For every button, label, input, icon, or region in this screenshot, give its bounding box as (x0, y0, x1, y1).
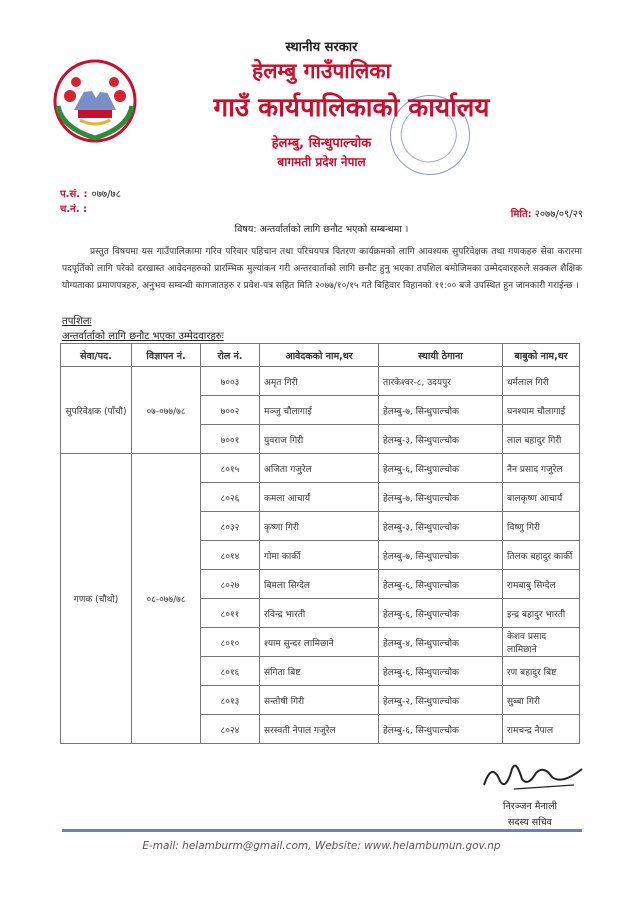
post-cell: गणक (चौथो) (61, 454, 132, 744)
signature-scribble (478, 755, 588, 795)
address-cell: हेलम्बु-६, सिन्धुपाल्चोक (379, 454, 503, 483)
letter-date (511, 206, 583, 220)
roll-cell: ८०११ (201, 599, 260, 628)
table-caption: अन्तर्वार्ताको लागि छनौट भएका उम्मेदवारहरुः (62, 331, 224, 342)
roll-cell: ८०१५ (201, 454, 260, 483)
father-cell: घनश्याम चौलागाई (503, 396, 580, 425)
government-label: स्थानीय सरकार (285, 40, 358, 55)
address-cell: हेलम्बु-७, सिन्धुपाल्चोक (379, 541, 503, 570)
date-value: २०७७/०९/२९ (534, 209, 583, 220)
father-cell: लाल बहादुर गिरी (503, 425, 580, 454)
name-cell: मञ्जु चौलागाई (260, 396, 379, 425)
letter-subject: विषय: अन्तर्वार्ताको लागि छनौट भएको सम्बन्धमा । (234, 224, 409, 235)
address-cell: हेलम्बु-६, सिन्धुपाल्चोक (379, 570, 503, 599)
dispatch-number (60, 201, 91, 215)
ref-pasa-value: ०७७/७८ (91, 189, 121, 200)
roll-cell: ८०१० (201, 628, 260, 657)
address-cell: हेलम्बु-२, सिन्धुपाल्चोक (379, 686, 503, 715)
address-cell: हेलम्बु-६, सिन्धुपाल्चोक (379, 599, 503, 628)
name-cell: गोमा कार्की (260, 541, 379, 570)
header-address: स्थायी ठेगाना (379, 344, 503, 367)
header-name: आवेदकको नाम,थर (260, 344, 379, 367)
address-line-2: बागमती प्रदेश नेपाल (277, 155, 366, 169)
father-cell: विष्णु गिरी (503, 512, 580, 541)
table-header-row (61, 344, 580, 367)
letter-body: प्रस्तुत विषयमा यस गाउँपालिकामा गरिव परिवार पहिचान तथा परिचयपत्र वितरण कार्यक्रमको लागि आवश्यक सुपरिवेक्षक तथा गणकहरु सेवा करारमा पदपूर्तिको लागि परेको दरखास्त आवेदनहरुको प्रारम्भिक मुल्यांकन गरी अन्तरवार्ताको लागि छनौट हुनु भएका तपशिल बमोजिमका उम्मेदवारहरुले सक्कल शैक्षिक योग्यताका प्रमाणपत्रहरु, अनुभव सम्वन्धी कागजातहरु र प्रवेश-पत्र सहित मिति २०७७/१०/१५ गते बिहिवार विहानको ११:०० बजे उपस्थित हुन जानकारी गराईन्छ । (62, 247, 582, 291)
father-cell: सुब्बा गिरी (503, 686, 580, 715)
name-cell: कृष्णा गिरी (260, 512, 379, 541)
father-cell: धर्मलाल गिरी (503, 367, 580, 396)
reference-number (60, 186, 121, 200)
name-cell: संगिता बिष्ट (260, 657, 379, 686)
name-cell: सन्तोषी गिरी (260, 686, 379, 715)
father-cell: तिलक बहादुर कार्की (503, 541, 580, 570)
father-cell: रामबाबु सिग्देल (503, 570, 580, 599)
roll-cell: ८०२७ (201, 570, 260, 599)
address-cell: हेलम्बु-३, सिन्धुपाल्चोक (379, 425, 503, 454)
table-row (61, 367, 580, 396)
roll-cell: ८०१३ (201, 686, 260, 715)
address-cell: हेलम्बु-६, सिन्धुपाल्चोक (379, 715, 503, 744)
tapsil-label: तपशिलः (62, 316, 92, 327)
address-cell: हेलम्बु-६, सिन्धुपाल्चोक (379, 657, 503, 686)
father-cell: नैन प्रसाद गजुरेल (503, 454, 580, 483)
address-cell: हेलम्बु-४, सिन्धुपाल्चोक (379, 628, 503, 657)
ad-no-cell: ०८-०७७/७८ (132, 454, 201, 744)
address-cell: हेलम्बु-७, सिन्धुपाल्चोक (379, 483, 503, 512)
roll-cell: ८०१६ (201, 657, 260, 686)
address-cell: हेलम्बु-७, सिन्धुपाल्चोक (379, 396, 503, 425)
father-cell: रामचन्द्र नेपाल (503, 715, 580, 744)
roll-cell: ७००१ (201, 425, 260, 454)
footer-contact: E-mail: helamburm@gmail.com, Website: www.helambumun.gov.np (142, 840, 501, 852)
roll-cell: ७००२ (201, 396, 260, 425)
table-row (61, 454, 580, 483)
address-line-1: हेलम्बु, सिन्धुपाल्चोक (271, 136, 372, 151)
signatory-name: निरञ्जन मैनाली (502, 801, 558, 812)
date-label: मिति: (510, 209, 532, 220)
header-roll: रोल नं. (201, 344, 260, 367)
footer-divider (62, 829, 582, 832)
father-cell: केशव प्रसाद लामिछाने (503, 628, 580, 657)
name-cell: श्याम सुन्दर लामिछाने (260, 628, 379, 657)
header-ad-no: विज्ञापन नं. (132, 344, 201, 367)
ad-no-cell: ०७-०७७/७८ (132, 367, 201, 454)
signatory-title: सदस्य सचिव (508, 817, 552, 828)
roll-cell: ८०२६ (201, 483, 260, 512)
father-cell: रण बहादुर बिष्ट (503, 657, 580, 686)
name-cell: बिमला सिग्देल (260, 570, 379, 599)
roll-cell: ७००३ (201, 367, 260, 396)
roll-cell: ८०२४ (201, 715, 260, 744)
roll-cell: ८०१४ (201, 541, 260, 570)
father-cell: इन्द्र बहादुर भारती (503, 599, 580, 628)
address-cell: तारकेश्वर-८, उदयपुर (379, 367, 503, 396)
candidates-table (60, 343, 580, 744)
header-post: सेवा/पद. (61, 344, 132, 367)
ref-pasa-label: प.सं. : (60, 189, 88, 200)
father-cell: बालकृष्ण आचार्य (503, 483, 580, 512)
name-cell: सरस्वती नेपाल गजुरेल (260, 715, 379, 744)
post-cell: सुपरिवेक्षक (पाँचौ) (61, 367, 132, 454)
name-cell: युवराज गिरी (260, 425, 379, 454)
name-cell: अमृत गिरी (260, 367, 379, 396)
roll-cell: ८०३२ (201, 512, 260, 541)
name-cell: कमला आचार्य (260, 483, 379, 512)
name-cell: रविन्द्र भारती (260, 599, 379, 628)
address-cell: हेलम्बु-३, सिन्धुपाल्चोक (379, 512, 503, 541)
name-cell: अजिता गजुरेल (260, 454, 379, 483)
ref-chana-label: च.नं. : (60, 204, 87, 215)
office-name: गाउँ कार्यपालिकाको कार्यालय (213, 93, 490, 123)
municipality-name: हेलम्बु गाउँपालिका (252, 59, 391, 83)
header-father: बाबुको नाम,थर (503, 344, 580, 367)
